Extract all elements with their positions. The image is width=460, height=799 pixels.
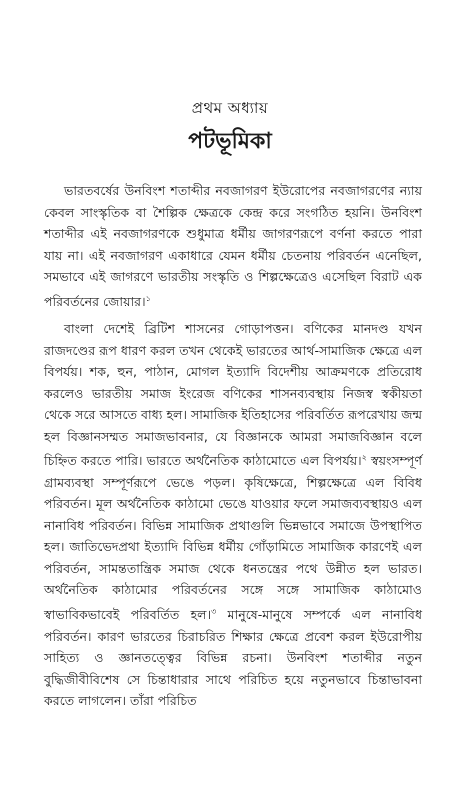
chapter-number: প্রথম অধ্যায় bbox=[191, 99, 269, 117]
chapter-body bbox=[44, 180, 422, 718]
paragraph-2-text-b: স্বয়ংসম্পূর্ণ গ্রামব্যবস্থা সম্পূর্ণরূপে ভেঙে পড়ল। কৃষিক্ষেত্রে, শিল্পক্ষেত্রে এল বিবিধ পরিবর্তন। মূল অর্থনৈতিক কাঠামো ভেঙে যাওয়ার ফলে সমাজব্যবস্থায়ও এল নানাবিধ পরিবর্তন। বিভিন্ন সামাজিক প্রথাগুলি ভিন্নভাবে সমাজে উপস্থাপিত হল। জাতিভেদপ্রথা ইত্যাদি বিভিন্ন ধর্মীয় গোঁড়ামিতে সামাজিক কারণেই এল পরিবর্তন, সামন্ততান্ত্রিক সমাজ থেকে ধনতন্ত্রের পথে উন্নীত হল ভারত। অর্থনৈতিক কাঠামোর পরিবর্তনের সঙ্গে সঙ্গে সামাজিক কাঠামোও স্বাভাবিকভাবেই পরিবর্তিত হল। bbox=[44, 453, 422, 623]
footnote-marker: ১ bbox=[145, 293, 151, 303]
paragraph-1-text: ভারতবর্ষের উনবিংশ শতাব্দীর নবজাগরণ ইউরোপের নবজাগরণের ন্যায় কেবল সাংস্কৃতিক বা শৈল্পিক ক্ষেত্রকে কেন্দ্র করে সংগঠিত হয়নি। উনবিংশ শতাব্দীর এই নবজাগরণকে শুধুমাত্র ধর্মীয় জাগরণরূপে বর্ণনা করতে পারা যায় না। এই নবজাগরণ একাধারে যেমন ধর্মীয় চেতনায় পরিবর্তন এনেছিল, সমভাবে এই জাগরণে ভারতীয় সংস্কৃতি ও শিল্পক্ষেত্রেও এসেছিল বিরাট এক পরিবর্তনের জোয়ার। bbox=[44, 183, 422, 309]
paragraph-1 bbox=[44, 180, 422, 312]
paragraph-2-text-a: বাংলা দেশেই ব্রিটিশ শাসনের গোড়াপত্তন। বণিকের মানদণ্ড যখন রাজদণ্ডের রূপ ধারণ করল তখন থেকেই ভারতের আর্থ-সামাজিক ক্ষেত্রে এল বিপর্যয়। শক, হুন, পাঠান, মোগল ইত্যাদি বিদেশীয় আক্রমণকে প্রতিরোধ করলেও ভারতীয় সমাজ ইংরেজ বণিকের শাসনব্যবস্থায় নিজস্ব স্বকীয়তা থেকে সরে আসতে বাধ্য হল। সামাজিক ইতিহাসের পরিবর্তিত রূপরেখায় জন্ম হল বিজ্ঞানসম্মত সমাজভাবনার, যে বিজ্ঞানকে আমরা সমাজবিজ্ঞান বলে চিহ্নিত করতে পারি। ভারতে অর্থনৈতিক কাঠামোতে এল বিপর্যয়। bbox=[44, 321, 422, 469]
footnote-marker: ৩ bbox=[211, 606, 217, 616]
paragraph-2-text-c: মানুষে-মানুষে সম্পর্কে এল নানাবিধ পরিবর্তন। কারণ ভারতের চিরাচরিত শিক্ষার ক্ষেত্রে প্রবেশ করল ইউরোপীয় সাহিত্য ও জ্ঞানতত্ত্বের বিভিন্ন রচনা। উনবিংশ শতাব্দীর নতুন বুদ্ধিজীবীবিশেষ সে চিন্তাধারার সাথে পরিচিত হয়ে নতুনভাবে চিন্তাভাবনা করতে লাগলেন। তাঁরা পরিচিত bbox=[44, 607, 422, 709]
paragraph-2 bbox=[44, 318, 422, 711]
footnote-marker: ২ bbox=[361, 453, 367, 463]
chapter-title: পটভূমিকা bbox=[188, 129, 272, 154]
